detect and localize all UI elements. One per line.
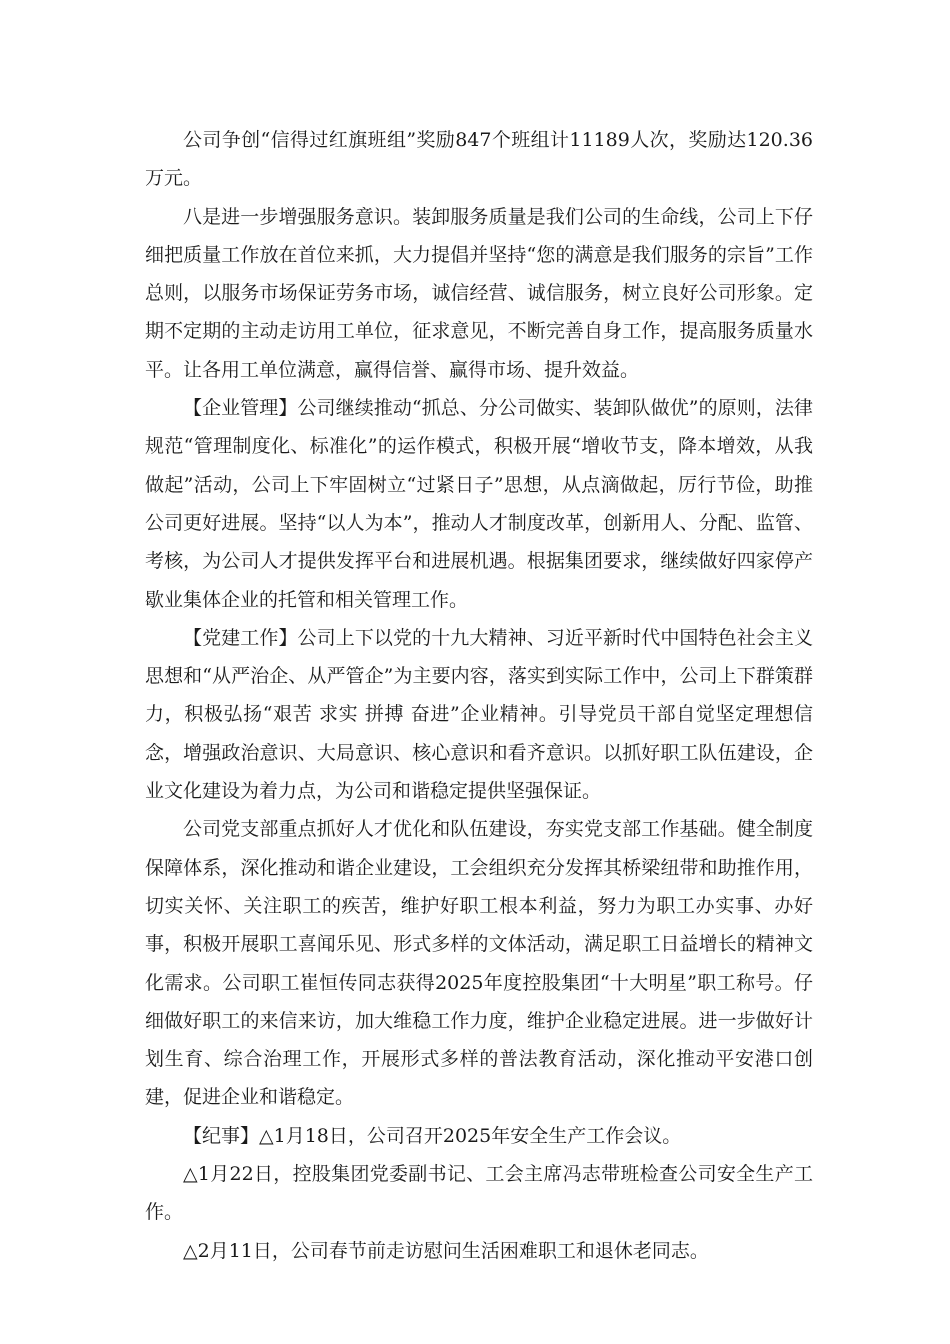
- paragraph-party-building: 【党建工作】公司上下以党的十九大精神、习近平新时代中国特色社会主义思想和“从严治企、从严管企”为主要内容，落实到实际工作中，公司上下群策群力，积极弘扬“艰苦 求实 拼搏 奋进”企业精神。引导党员干部自觉坚定理想信念，增强政治意识、大局意识、核心意识和看齐意识。以抓好职工队伍建设，企业文化建设为着力点，为公司和谐稳定提供坚强保证。: [145, 626, 813, 803]
- paragraph-red-flag-team-awards: 公司争创“信得过红旗班组”奖励847个班组计11189人次，奖励达120.36万元。: [145, 129, 813, 190]
- paragraph-chronicle-jan-18: 【纪事】△1月18日，公司召开2025年安全生产工作会议。: [183, 1124, 682, 1147]
- document-body: [145, 121, 813, 1270]
- paragraph-chronicle-jan-22: △1月22日，控股集团党委副书记、工会主席冯志带班检查公司安全生产工作。: [145, 1163, 813, 1224]
- paragraph-chronicle-feb-11: △2月11日，公司春节前走访慰问生活困难职工和退休老同志。: [183, 1239, 709, 1262]
- paragraph-enterprise-management: 【企业管理】公司继续推动“抓总、分公司做实、装卸队做优”的原则，法律规范“管理制度化、标准化”的运作模式，积极开展“增收节支，降本增效，从我做起”活动，公司上下牢固树立“过紧日子”思想，从点滴做起，厉行节俭，助推公司更好进展。坚持“以人为本”，推动人才制度改革，创新用人、分配、监管、考核，为公司人才提供发挥平台和进展机遇。根据集团要求，继续做好四家停产歇业集体企业的托管和相关管理工作。: [145, 397, 813, 611]
- paragraph-party-branch-work: 公司党支部重点抓好人才优化和队伍建设，夯实党支部工作基础。健全制度保障体系，深化推动和谐企业建设，工会组织充分发挥其桥梁纽带和助推作用，切实关怀、关注职工的疾苦，维护好职工根本利益，努力为职工办实事、办好事，积极开展职工喜闻乐见、形式多样的文体活动，满足职工日益增长的精神文化需求。公司职工崔恒传同志获得2025年度控股集团“十大明星”职工称号。仔细做好职工的来信来访，加大维稳工作力度，维护企业稳定进展。进一步做好计划生育、综合治理工作，开展形式多样的普法教育活动，深化推动平安港口创建，促进企业和谐稳定。: [145, 818, 813, 1109]
- paragraph-service-awareness: 八是进一步增强服务意识。装卸服务质量是我们公司的生命线，公司上下仔细把质量工作放在首位来抓，大力提倡并坚持“您的满意是我们服务的宗旨”工作总则，以服务市场保证劳务市场，诚信经营、诚信服务，树立良好公司形象。定期不定期的主动走访用工单位，征求意见，不断完善自身工作，提高服务质量水平。让各用工单位满意，赢得信誉、赢得市场、提升效益。: [145, 205, 813, 381]
